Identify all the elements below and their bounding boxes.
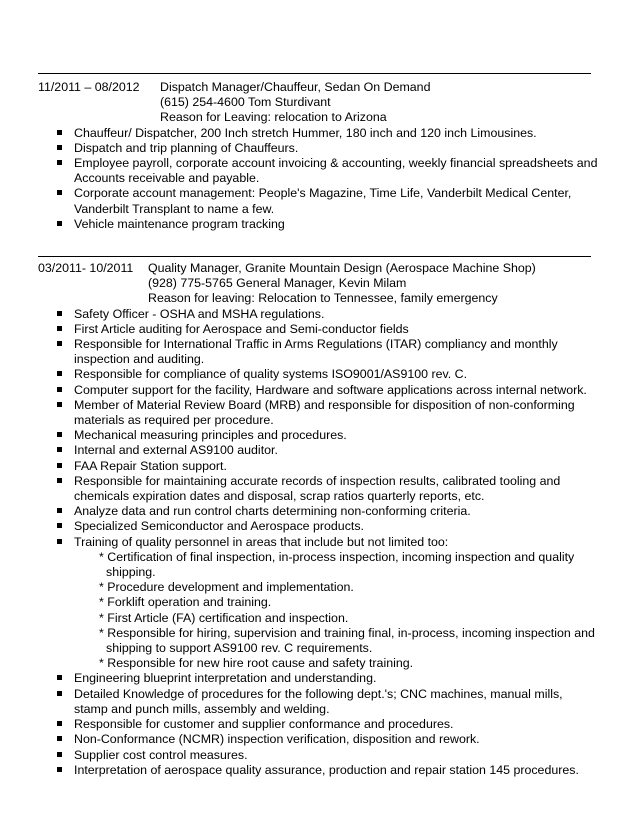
square-bullet-icon: [57, 447, 62, 452]
duty-bullet-item: [38, 717, 598, 732]
square-bullet-icon: [57, 478, 62, 483]
bullet-text: * Responsible for new hire root cause and safety training.: [99, 656, 414, 671]
bullet-text: Corporate account management: People's Magazine, Time Life, Vanderbilt Medical Center, Vanderbilt Transplant to name a few.: [74, 186, 572, 216]
bullet-text: Specialized Semiconductor and Aerospace products.: [74, 519, 364, 534]
section-divider-top: [38, 73, 591, 74]
bullet-text: FAA Repair Station support.: [74, 458, 227, 473]
square-bullet-icon: [57, 387, 62, 392]
square-bullet-icon: [57, 523, 62, 528]
bullet-text: First Article auditing for Aerospace and Semi-conductor fields: [74, 321, 409, 336]
bullet-text: Computer support for the facility, Hardware and software applications across internal network.: [74, 382, 587, 397]
square-bullet-icon: [57, 432, 62, 437]
section-divider-middle: [38, 256, 591, 257]
bullet-text: Responsible for compliance of quality systems ISO9001/AS9100 rev. C.: [74, 367, 468, 382]
duty-bullet-item: [38, 504, 598, 519]
square-bullet-icon: [57, 311, 62, 316]
bullet-text: * Forklift operation and training.: [99, 595, 272, 610]
job-duties-list: [38, 307, 598, 550]
bullet-text: Responsible for maintaining accurate records of inspection results, calibrated tooling and chemicals expiration dates and disposal, scrap ratios quarterly reports, etc.: [74, 473, 561, 504]
duty-bullet-item: [38, 732, 598, 747]
job-entry-granite-mountain-design: [38, 261, 598, 778]
duty-bullet-item: [38, 156, 598, 186]
bullet-text: Engineering blueprint interpretation and understanding.: [74, 671, 377, 686]
bullet-text: Mechanical measuring principles and procedures.: [74, 428, 347, 443]
job-reason-for-leaving: Reason for leaving: Relocation to Tennessee, family emergency: [148, 291, 498, 306]
job-title: Quality Manager, Granite Mountain Design (Aerospace Machine Shop): [148, 261, 536, 275]
training-item: [38, 611, 598, 626]
duty-bullet-item: [38, 217, 598, 232]
duty-bullet-item: [38, 126, 598, 141]
job-entry-sedan-on-demand: [38, 80, 598, 232]
training-item: [38, 595, 598, 610]
duty-bullet-item: [38, 322, 598, 337]
training-item: [38, 580, 598, 595]
bullet-text: Member of Material Review Board (MRB) and responsible for disposition of non-conforming materials as required per procedure.: [74, 397, 575, 428]
job-header: [38, 261, 598, 307]
duty-bullet-item: [38, 671, 598, 686]
square-bullet-icon: [57, 341, 62, 346]
bullet-text: Responsible for customer and supplier conformance and procedures.: [74, 717, 454, 732]
duty-bullet-item: [38, 337, 598, 367]
duty-bullet-item: [38, 687, 598, 717]
job-duties-list: [38, 126, 598, 232]
duty-bullet-item: [38, 459, 598, 474]
square-bullet-icon: [57, 326, 62, 331]
square-bullet-icon: [57, 371, 62, 376]
duty-bullet-item: [38, 307, 598, 322]
bullet-text: Detailed Knowledge of procedures for the following dept.'s; CNC machines, manual mills, stamp and punch mills, assembly and welding.: [74, 686, 563, 716]
square-bullet-icon: [57, 721, 62, 726]
job-dates: 11/2011 – 08/2012: [38, 80, 140, 94]
duty-bullet-item: [38, 474, 598, 504]
bullet-text: Training of quality personnel in areas that include but not limited too:: [74, 534, 449, 549]
bullet-text: * Responsible for hiring, supervision and training final, in-process, incoming inspection and shipping to support AS9100 rev. C requirements.: [99, 625, 595, 656]
bullet-text: Vehicle maintenance program tracking: [74, 216, 285, 231]
bullet-text: Analyze data and run control charts determining non-conforming criteria.: [74, 504, 471, 519]
duty-bullet-item: [38, 535, 598, 550]
bullet-text: * First Article (FA) certification and inspection.: [99, 610, 349, 625]
bullet-text: Safety Officer - OSHA and MSHA regulations.: [74, 306, 325, 321]
job-dates: 03/2011- 10/2011: [38, 261, 134, 275]
square-bullet-icon: [57, 767, 62, 772]
square-bullet-icon: [57, 691, 62, 696]
square-bullet-icon: [57, 145, 62, 150]
bullet-text: Employee payroll, corporate account invoicing & accounting, weekly financial spreadsheets and Accounts receivable and payable.: [74, 156, 598, 186]
training-item: [38, 656, 598, 671]
square-bullet-icon: [57, 736, 62, 741]
job-duties-list-continued: [38, 671, 598, 777]
training-item: [38, 626, 598, 656]
job-contact: (615) 254-4600 Tom Sturdivant: [160, 95, 331, 110]
square-bullet-icon: [57, 675, 62, 680]
training-item: [38, 550, 598, 580]
square-bullet-icon: [57, 190, 62, 195]
bullet-text: Chauffeur/ Dispatcher, 200 Inch stretch Hummer, 180 inch and 120 inch Limousines.: [74, 125, 537, 140]
square-bullet-icon: [57, 463, 62, 468]
job-contact: (928) 775-5765 General Manager, Kevin Milam: [148, 276, 407, 291]
bullet-text: * Procedure development and implementation.: [99, 580, 354, 595]
duty-bullet-item: [38, 519, 598, 534]
duty-bullet-item: [38, 383, 598, 398]
bullet-text: Non-Conformance (NCMR) inspection verification, disposition and rework.: [74, 732, 480, 747]
bullet-text: Responsible for International Traffic in Arms Regulations (ITAR) compliancy and monthly inspection and auditing.: [74, 337, 558, 367]
square-bullet-icon: [57, 539, 62, 544]
duty-bullet-item: [38, 748, 598, 763]
square-bullet-icon: [57, 221, 62, 226]
duty-bullet-item: [38, 443, 598, 458]
square-bullet-icon: [57, 752, 62, 757]
job-header: [38, 80, 598, 126]
duty-bullet-item: [38, 763, 598, 778]
square-bullet-icon: [57, 130, 62, 135]
square-bullet-icon: [57, 402, 62, 407]
duty-bullet-item: [38, 398, 598, 428]
bullet-text: Interpretation of aerospace quality assurance, production and repair station 145 procedures.: [74, 762, 579, 777]
training-sub-list: [38, 550, 598, 672]
job-title: Dispatch Manager/Chauffeur, Sedan On Demand: [160, 80, 431, 94]
bullet-text: Supplier cost control measures.: [74, 747, 248, 762]
bullet-text: Internal and external AS9100 auditor.: [74, 443, 278, 458]
duty-bullet-item: [38, 367, 598, 382]
duty-bullet-item: [38, 141, 598, 156]
bullet-text: * Certification of final inspection, in-process inspection, incoming inspection and quality shipping.: [99, 549, 575, 580]
square-bullet-icon: [57, 160, 62, 165]
duty-bullet-item: [38, 186, 598, 216]
job-reason-for-leaving: Reason for Leaving: relocation to Arizona: [160, 110, 387, 125]
duty-bullet-item: [38, 428, 598, 443]
bullet-text: Dispatch and trip planning of Chauffeurs.: [74, 140, 299, 155]
square-bullet-icon: [57, 508, 62, 513]
